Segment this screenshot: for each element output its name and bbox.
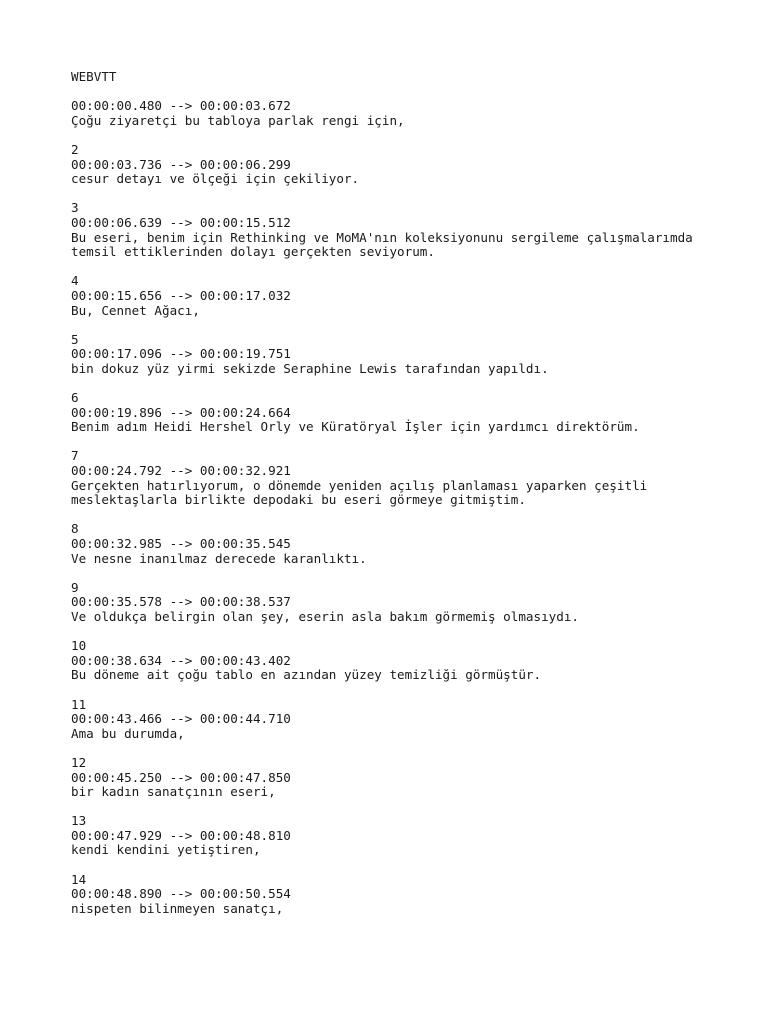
cue-text: cesur detayı ve ölçeği için çekiliyor. [71, 171, 360, 187]
cue-text: Ve nesne inanılmaz derecede karanlıktı. [71, 550, 367, 566]
cue-timing: 00:00:45.250 --> 00:00:47.850 [71, 769, 291, 785]
cue-text: Bu döneme ait çoğu tablo en azından yüzey temizliği görmüştür. [71, 667, 542, 683]
cue-timing: 00:00:03.736 --> 00:00:06.299 [71, 156, 291, 172]
cue-index: 11 [71, 696, 87, 712]
cue-block [71, 873, 751, 917]
cue-text: Gerçekten hatırlıyorum, o dönemde yeniden açılış planlaması yaparken çeşitli meslektaşlarla birlikte depodaki bu eseri görmeye gitmiştim. [71, 477, 648, 508]
cue-timing: 00:00:47.929 --> 00:00:48.810 [71, 827, 291, 843]
cue-index: 10 [71, 638, 87, 654]
cue-timing: 00:00:06.639 --> 00:00:15.512 [71, 214, 291, 230]
cue-index: 9 [71, 579, 79, 595]
document-header: WEBVTT [71, 69, 117, 84]
cue-list [71, 99, 751, 916]
cue-block [71, 581, 751, 625]
cue-index: 5 [71, 331, 79, 347]
cue-block [71, 274, 751, 318]
cue-index: 2 [71, 141, 79, 157]
cue-index: 4 [71, 273, 79, 289]
cue-index: 13 [71, 813, 87, 829]
cue-block [71, 449, 751, 507]
cue-block [71, 814, 751, 858]
cue-text: Benim adım Heidi Hershel Orly ve Küratöryal İşler için yardımcı direktörüm. [71, 419, 640, 435]
cue-text: Çoğu ziyaretçi bu tabloya parlak rengi için, [71, 112, 405, 128]
cue-block [71, 143, 751, 187]
cue-index: 3 [71, 200, 79, 216]
cue-timing: 00:00:32.985 --> 00:00:35.545 [71, 536, 291, 551]
cue-text: Ama bu durumda, [71, 725, 185, 741]
cue-block [71, 333, 751, 377]
cue-timing: 00:00:15.656 --> 00:00:17.032 [71, 287, 291, 303]
cue-block [71, 99, 751, 128]
cue-timing: 00:00:17.096 --> 00:00:19.751 [71, 346, 291, 362]
cue-block [71, 639, 751, 683]
cue-block [71, 698, 751, 742]
cue-index: 12 [71, 754, 87, 770]
cue-timing: 00:00:00.480 --> 00:00:03.672 [71, 98, 291, 114]
cue-text: Ve oldukça belirgin olan şey, eserin asla bakım görmemiş olmasıydı. [71, 608, 579, 624]
cue-index: 6 [71, 390, 79, 406]
cue-index: 7 [71, 448, 79, 464]
cue-text: kendi kendini yetiştiren, [71, 842, 261, 858]
cue-text: Bu eseri, benim için Rethinking ve MoMA'nın koleksiyonunu sergileme çalışmalarımda temsil ettiklerinden dolayı gerçekten seviyorum. [71, 229, 693, 260]
cue-timing: 00:00:35.578 --> 00:00:38.537 [71, 594, 291, 610]
cue-block [71, 201, 751, 259]
cue-timing: 00:00:19.896 --> 00:00:24.664 [71, 404, 291, 420]
cue-text: nispeten bilinmeyen sanatçı, [71, 900, 284, 916]
cue-text: bin dokuz yüz yirmi sekizde Seraphine Lewis tarafından yapıldı. [71, 360, 549, 376]
cue-index: 8 [71, 521, 79, 537]
cue-timing: 00:00:43.466 --> 00:00:44.710 [71, 711, 291, 727]
cue-block [71, 391, 751, 435]
cue-block [71, 522, 751, 566]
subtitle-document [71, 70, 751, 931]
cue-timing: 00:00:38.634 --> 00:00:43.402 [71, 652, 291, 668]
cue-index: 14 [71, 871, 87, 887]
cue-text: bir kadın sanatçının eseri, [71, 784, 276, 800]
cue-block [71, 756, 751, 800]
cue-timing: 00:00:48.890 --> 00:00:50.554 [71, 886, 291, 902]
cue-text: Bu, Cennet Ağacı, [71, 302, 200, 318]
cue-timing: 00:00:24.792 --> 00:00:32.921 [71, 463, 291, 479]
